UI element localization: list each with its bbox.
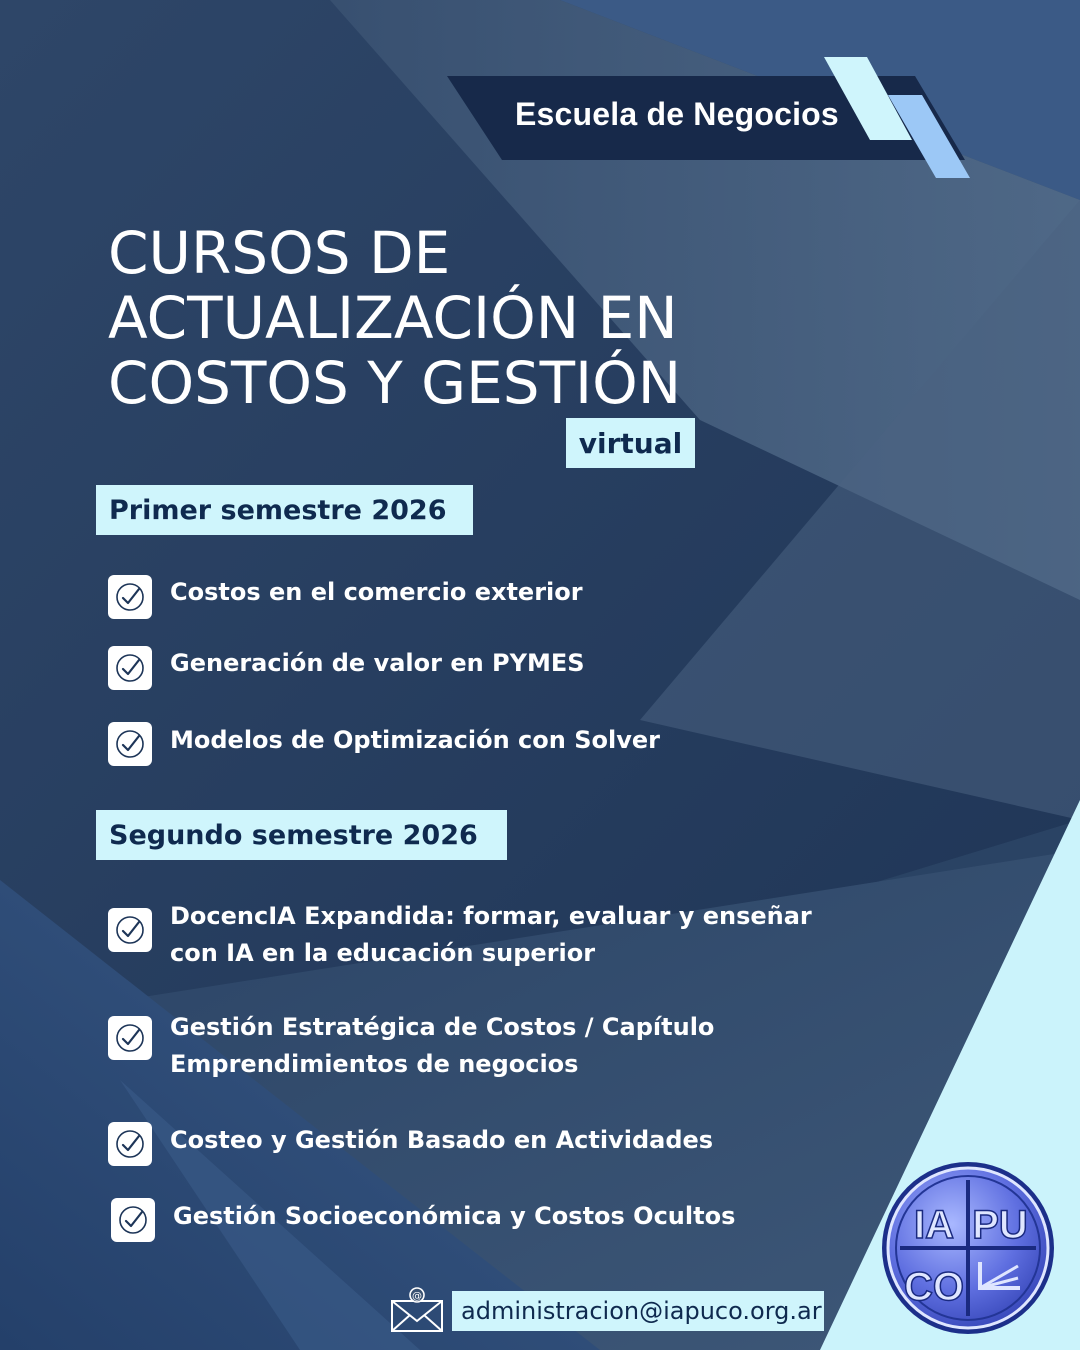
contact-email[interactable]: administracion@iapuco.org.ar xyxy=(452,1291,824,1331)
iapuco-logo xyxy=(880,1160,1056,1336)
course-item-line: con IA en la educación superior xyxy=(170,939,596,967)
course-item-line: Gestión Estratégica de Costos / Capítulo xyxy=(170,1013,715,1041)
check-icon xyxy=(108,1122,152,1166)
section-label-first-semester: Primer semestre 2026 xyxy=(96,485,473,535)
course-item: Gestión Socioeconómica y Costos Ocultos xyxy=(173,1202,736,1230)
modality-badge: virtual xyxy=(566,418,695,468)
logo-letters-pu: PU xyxy=(972,1203,1028,1247)
title-line-2: ACTUALIZACIÓN EN xyxy=(108,284,678,352)
check-icon xyxy=(108,908,152,952)
check-icon xyxy=(108,646,152,690)
svg-text:@: @ xyxy=(412,1291,422,1302)
check-icon xyxy=(108,575,152,619)
logo-letters-ia: IA xyxy=(914,1203,954,1247)
check-icon xyxy=(108,722,152,766)
check-icon xyxy=(111,1198,155,1242)
course-item-line: Emprendimientos de negocios xyxy=(170,1050,579,1078)
title-line-3: COSTOS Y GESTIÓN xyxy=(108,349,682,417)
check-icon xyxy=(108,1016,152,1060)
course-item: Modelos de Optimización con Solver xyxy=(170,726,660,754)
email-icon xyxy=(390,1287,444,1333)
course-item: Generación de valor en PYMES xyxy=(170,649,585,677)
header-label: Escuela de Negocios xyxy=(515,96,839,132)
logo-letters-co: CO xyxy=(904,1265,964,1309)
section-label-second-semester: Segundo semestre 2026 xyxy=(96,810,507,860)
course-item: Costeo y Gestión Basado en Actividades xyxy=(170,1126,714,1154)
course-item: Costos en el comercio exterior xyxy=(170,578,583,606)
title-line-1: CURSOS DE xyxy=(108,219,451,287)
course-item-line: DocencIA Expandida: formar, evaluar y enseñar xyxy=(170,902,812,930)
